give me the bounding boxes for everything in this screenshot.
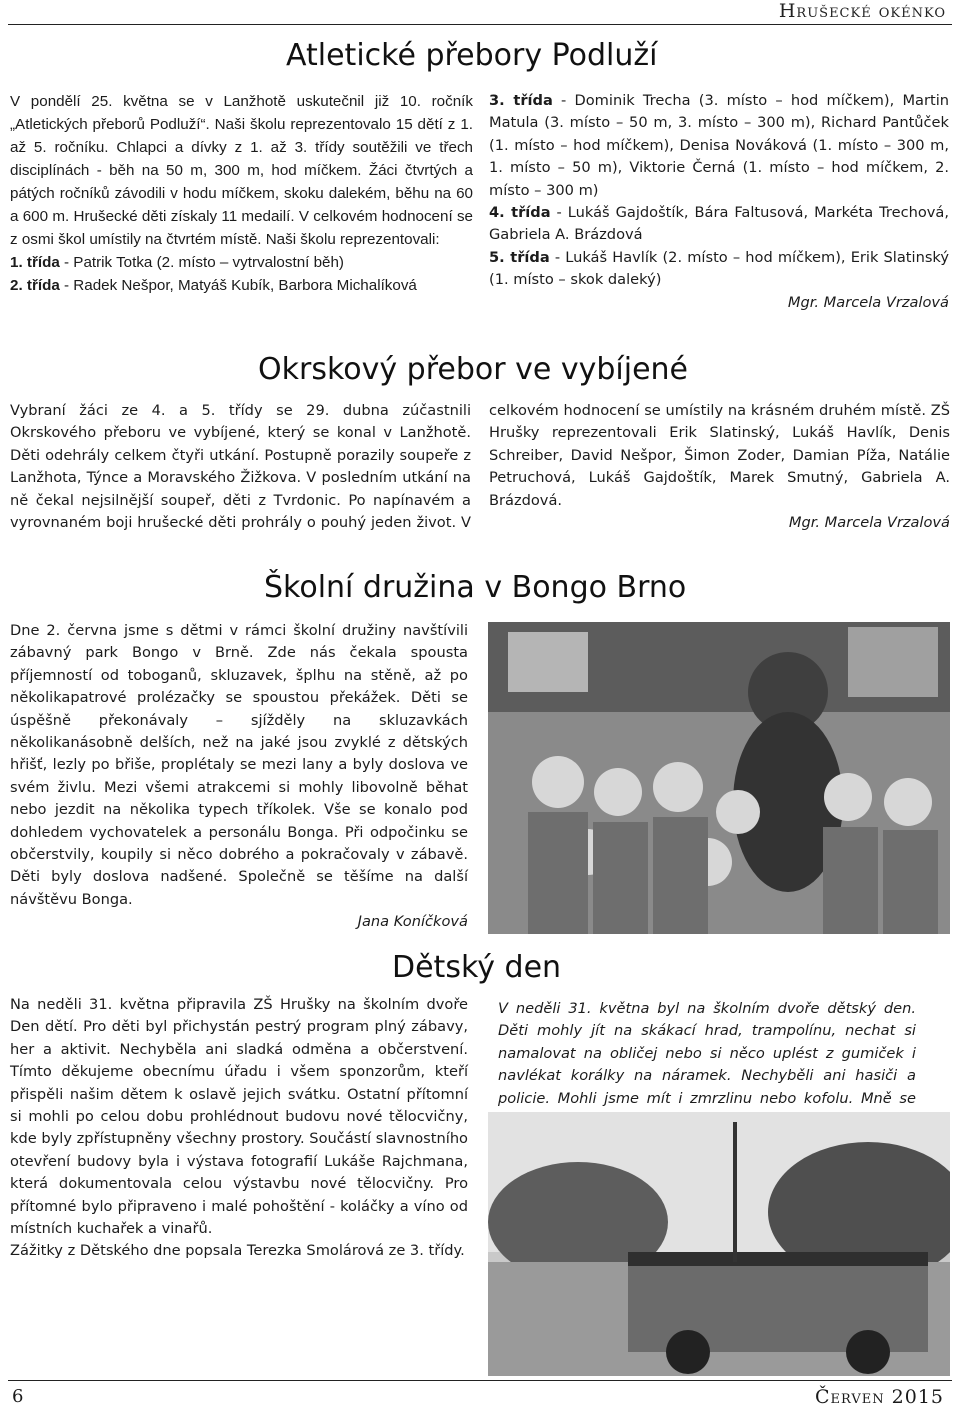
vybijena-signature: Mgr. Marcela Vrzalová bbox=[788, 514, 950, 532]
article-title-atletika: Atletické přebory Podluží bbox=[286, 38, 658, 73]
photo-fire-truck bbox=[488, 1112, 950, 1376]
den-deti-body bbox=[10, 994, 468, 1263]
atletika-column-right bbox=[489, 90, 949, 314]
atletika-result-5: 5. třída - Lukáš Havlík (2. místo – hod míčkem), Erik Slatinský (1. místo – skok daleký) bbox=[489, 248, 950, 289]
atletika-column-left bbox=[10, 90, 473, 297]
article-title-den-deti: Dětský den bbox=[392, 950, 562, 985]
photo-bongo-children bbox=[488, 622, 950, 934]
fire-truck-photo-graphic bbox=[488, 1112, 950, 1376]
article-title-bongo: Školní družina v Bongo Brno bbox=[264, 570, 687, 605]
vybijena-text: Vybraní žáci ze 4. a 5. třídy se 29. dubna zúčastnili Okrskového přeboru ve vybíjené, který se konal v Lanžhotě. Děti odehrály celkem čtyři utkání. Postupně porazily soupeře z Lanžhota, Týnce a Moravského Žižkova. V posledním utkání na ně čekal nejsilnější soupeř, děti z Tvrdonic. Po napínavém a vyrovnaném boji hrušecké děti prohrály o pouhý jeden život. V celkovém hodnocení se umístily na krásném druhém místě. ZŠ Hrušky reprezentovali Erik Slatinský, Lukáš Havlík, Denis Schreiber, David Nešpor, Šimon Zoder, Damian Píža, Natálie Petruchová, Lukáš Gajdoštík, Marek Smutný, Gabriela A. Brázdová. bbox=[10, 402, 950, 532]
atletika-result-4: 4. třída - Lukáš Gajdoštík, Bára Faltusová, Markéta Trechová, Gabriela A. Brázdová bbox=[489, 204, 950, 244]
bongo-body bbox=[10, 620, 468, 934]
atletika-result-1: 1. třída - Patrik Totka (2. místo – vytrvalostní běh) bbox=[10, 254, 344, 271]
den-deti-quote: V neděli 31. května byl na školním dvoře dětský den. Děti mohly jít na skákací hrad, trampolínu, nechat si namalovat na obličej nebo si něco uplést z gumiček i navlékat korálky na náramek. Nechyběli ani hasiči a policie. Mohli jsme mít i zmrzlinu nebo kofolu. Mně se bbox=[498, 1000, 916, 1107]
newsletter-title: Hrušecké okénko bbox=[778, 0, 946, 22]
issue-label: Červen 2015 bbox=[815, 1386, 944, 1408]
footer-rule bbox=[8, 1380, 952, 1381]
bongo-signature: Jana Koníčková bbox=[357, 913, 468, 931]
header-rule bbox=[8, 24, 952, 25]
vybijena-body bbox=[10, 400, 950, 550]
atletika-signature: Mgr. Marcela Vrzalová bbox=[787, 293, 949, 311]
article-title-vybijena: Okrskový přebor ve vybíjené bbox=[258, 352, 688, 387]
den-deti-text: Na neděli 31. května připravila ZŠ Hrušky na školním dvoře Den dětí. Pro děti byl přichystán pestrý program plný zábavy, her a aktivit. Nechyběla ani sladká odměna a občerstvení. Tímto děkujeme obecnímu úřadu i všem sponzorům, kteří přispěli našim dětem k oslavě jejich svátku. Ostatní přítomní si mohli po celou dobu prohlédnout budovu nové tělocvičny, kde byly zpřístupněny všechny prostory. Součástí slavnostního otevření budovy byla i výstava fotografií Lukáše Rajchmana, která dokumentovala celou výstavbu nové tělocvičny. Pro přítomné bylo připraveno i malé pohoštění - koláčky a víno od místních kuchařek a vinařů. bbox=[10, 996, 468, 1238]
bongo-text: Dne 2. června jsme s dětmi v rámci školní družiny navštívili zábavný park Bongo v Brně. Zde nás čekala spousta příjemností od toboganů, skluzavek, šplhu na stěně, až po několikapatrové prolézačky se spoustou překážek. Děti se úspěšně překonávaly – sjížděly na skluzavkách několikanásobně delších, než na jaké jsou zvyklé z dětských hřišť, lezly po břiše, proplétaly se mezi lany a byly doslova ve svém živlu. Mezi všemi atrakcemi si mohly libovolně běhat nebo jezdit na několika typech tříkolek. Vše se konalo pod dohledem vychovatelek a personálu Bonga. Při odpočinku se občerstvily, koupily si něco dobrého a pokračovaly v zábavě. Děti byly doslova nadšené. Společně se těšíme na další návštěvu Bonga. bbox=[10, 622, 468, 908]
atletika-intro: V pondělí 25. května se v Lanžhotě uskutečnil již 10. ročník „Atletických přeborů Podluží“. Naši školu reprezentovalo 15 dětí z 1. až 5. ročníku. Chlapci a dívky z 1. až 3. třídy soutěžili ve třech disciplínách - běh na 50 m, 300 m, hod míčkem. Žáci čtvrtých a pátých ročníků závodili v hodu míčkem, skoku dalekém, běhu na 60 a 600 m. Hrušecké děti získaly 11 medailí. V celkovém hodnocení se z osmi škol umístily na čtvrtém místě. Naši školu reprezentovali: bbox=[10, 93, 473, 248]
atletika-result-3: 3. třída - Dominik Trecha (3. místo – hod míčkem), Martin Matula (3. místo – 50 m, 3. místo – 300 m), Richard Pantůček (1. místo – hod míčkem), Denisa Nováková (1. místo – 300 m, 1. místo – 50 m), Viktorie Černá (1. místo – hod míčkem, 2. místo – 300 m) bbox=[489, 92, 950, 199]
atletika-result-2: 2. třída - Radek Nešpor, Matyáš Kubík, Barbora Michalíková bbox=[10, 277, 417, 294]
bongo-photo-graphic bbox=[488, 622, 950, 934]
den-deti-intro2: Zážitky z Dětského dne popsala Terezka Smolárová ze 3. třídy. bbox=[10, 1242, 465, 1260]
page-number: 6 bbox=[12, 1386, 24, 1407]
